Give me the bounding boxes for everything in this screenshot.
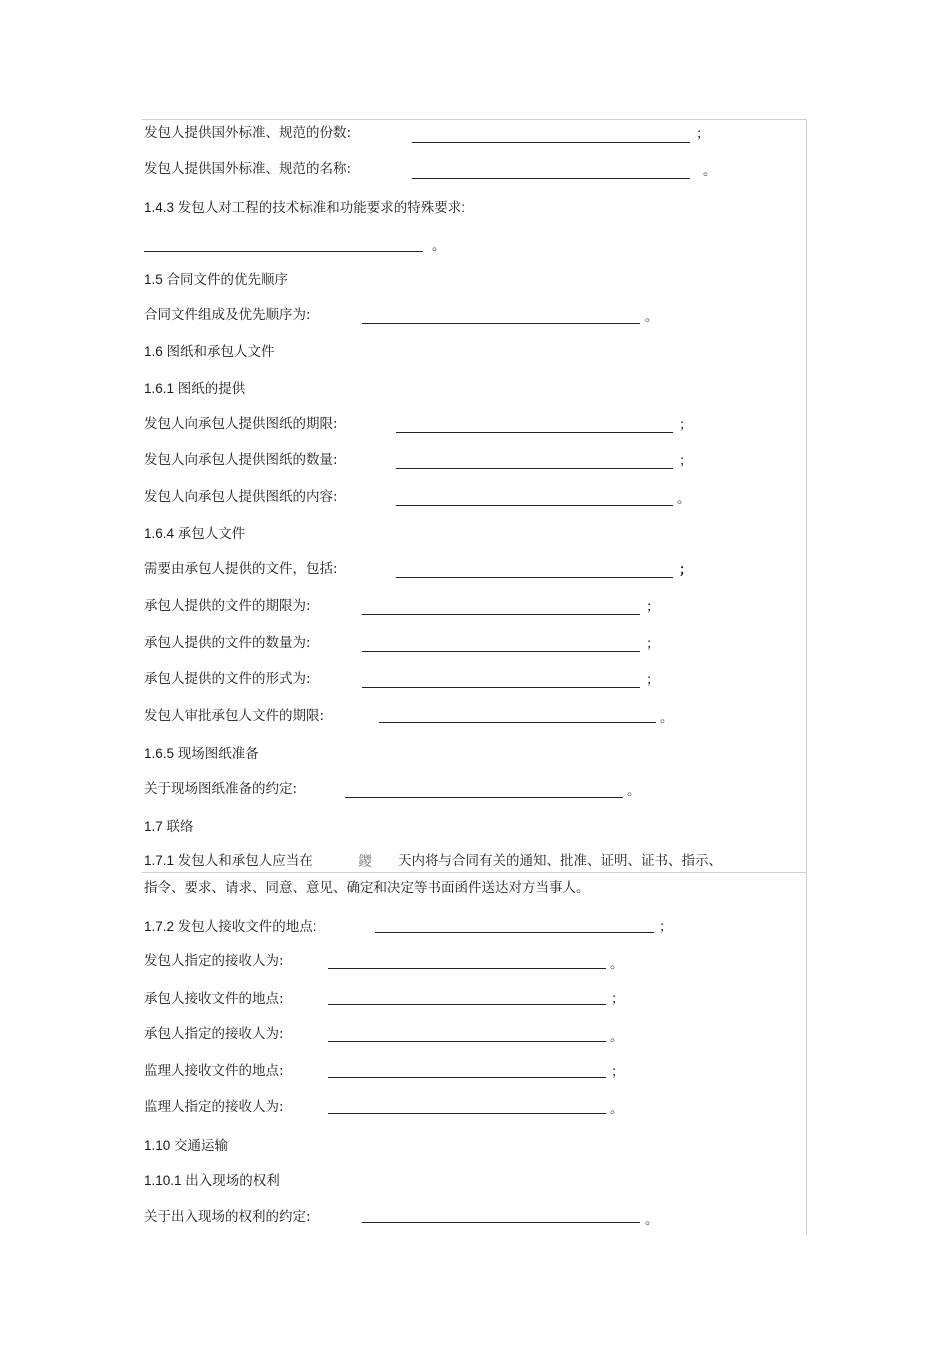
section-heading: 1.4.3 发包人对工程的技术标准和功能要求的特殊要求: <box>144 200 466 215</box>
fill-in-blank[interactable] <box>328 1077 606 1078</box>
line-end-punct: 。 <box>677 491 691 507</box>
text-line: 承包人指定的接收人为: <box>144 1026 284 1042</box>
text-line: 监理人接收文件的地点: <box>144 1063 284 1079</box>
text-line: 发包人提供国外标准、规范的份数: <box>144 125 352 141</box>
text-line: 天内将与合同有关的通知、批准、证明、证书、指示、 <box>398 853 722 869</box>
section-heading: 1.6.4 承包人文件 <box>144 526 246 541</box>
text-line: 承包人提供的文件的数量为: <box>144 635 311 651</box>
fill-in-blank[interactable] <box>328 1113 606 1114</box>
text-line: 关于出入现场的权利的约定: <box>144 1209 311 1225</box>
line-end-punct: ； <box>679 417 693 433</box>
stamp-glyph: 鑁 <box>358 854 372 870</box>
section-heading: 1.6.1 图纸的提供 <box>144 381 246 396</box>
text-line: 1.7.2 发包人接收文件的地点: <box>144 919 317 934</box>
fill-in-blank[interactable] <box>412 142 690 143</box>
section-heading: 1.6 图纸和承包人文件 <box>144 344 275 359</box>
text-line: 发包人提供国外标准、规范的名称: <box>144 161 352 177</box>
fill-in-blank[interactable] <box>328 968 606 969</box>
section-heading: 1.10 交通运输 <box>144 1138 229 1153</box>
text-line: 合同文件组成及优先顺序为: <box>144 307 311 323</box>
text-line: 发包人向承包人提供图纸的内容: <box>144 489 338 505</box>
text-line: 承包人提供的文件的形式为: <box>144 671 311 687</box>
line-end-punct: 。 <box>627 783 641 799</box>
fill-in-blank[interactable] <box>362 323 640 324</box>
fill-in-blank[interactable] <box>362 614 640 615</box>
text-line: 发包人审批承包人文件的期限: <box>144 708 325 724</box>
line-end-punct: 。 <box>660 710 674 726</box>
line-end-punct: 。 <box>703 163 717 179</box>
fill-in-blank[interactable] <box>375 932 654 933</box>
line-end-punct: ； <box>679 453 693 469</box>
fill-in-blank[interactable] <box>144 251 423 252</box>
text-line: 承包人提供的文件的期限为: <box>144 598 311 614</box>
fill-in-blank[interactable] <box>362 1222 640 1223</box>
fill-in-blank[interactable] <box>345 797 623 798</box>
fill-in-blank[interactable] <box>396 432 673 433</box>
text-line: 监理人指定的接收人为: <box>144 1099 284 1115</box>
section-heading: 1.6.5 现场图纸准备 <box>144 746 259 761</box>
line-end-punct: 。 <box>610 1029 624 1045</box>
line-end-punct: 。 <box>432 238 446 254</box>
line-end-punct: ； <box>659 919 673 935</box>
line-end-punct: ； <box>646 636 660 652</box>
line-end-punct: 。 <box>610 1101 624 1117</box>
text-line: 需要由承包人提供的文件，包括: <box>144 561 338 577</box>
fill-in-blank[interactable] <box>396 505 673 506</box>
text-line: 发包人向承包人提供图纸的数量: <box>144 452 338 468</box>
text-line: 关于现场图纸准备的约定: <box>144 781 298 797</box>
text-line: 发包人指定的接收人为: <box>144 953 284 969</box>
fill-in-blank[interactable] <box>328 1004 606 1005</box>
fill-in-blank[interactable] <box>396 468 673 469</box>
line-end-punct: ； <box>696 126 710 142</box>
text-line: 指令、要求、请求、同意、意见、确定和决定等书面函件送达对方当事人。 <box>144 880 590 896</box>
line-end-punct: 。 <box>645 1212 659 1228</box>
text-line: 发包人向承包人提供图纸的期限: <box>144 416 338 432</box>
fill-in-blank[interactable] <box>412 178 690 179</box>
line-end-punct: ； <box>679 562 693 578</box>
line-end-punct: ； <box>611 991 625 1007</box>
section-heading: 1.7 联络 <box>144 819 194 834</box>
section-heading: 1.5 合同文件的优先顺序 <box>144 272 289 287</box>
line-end-punct: 。 <box>645 309 659 325</box>
fill-in-blank[interactable] <box>362 651 640 652</box>
line-end-punct: ； <box>646 672 660 688</box>
text-line: 1.7.1 发包人和承包人应当在 <box>144 853 313 868</box>
fill-in-blank[interactable] <box>379 722 656 723</box>
fill-in-blank[interactable] <box>328 1041 606 1042</box>
fill-in-blank[interactable] <box>362 687 640 688</box>
line-end-punct: ； <box>611 1064 625 1080</box>
section-heading: 1.10.1 出入现场的权利 <box>144 1173 280 1188</box>
fill-in-blank[interactable] <box>396 577 673 578</box>
text-line: 承包人接收文件的地点: <box>144 991 284 1007</box>
line-end-punct: ； <box>646 599 660 615</box>
line-end-punct: 。 <box>610 956 624 972</box>
